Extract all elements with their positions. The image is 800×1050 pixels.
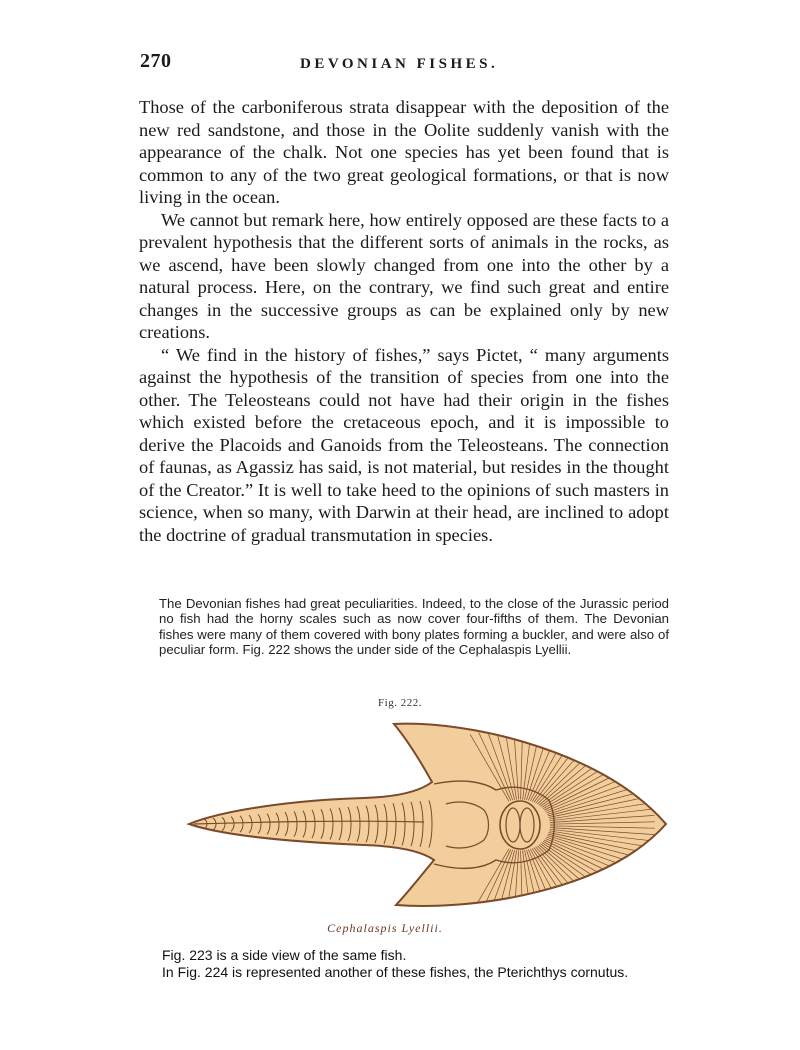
running-head: DEVONIAN FISHES. <box>300 56 499 72</box>
main-text <box>139 96 669 546</box>
bottom-text <box>162 947 682 980</box>
paragraph-3: “ We find in the history of fishes,” says Pictet, “ many arguments against the hypothesis of the transition of species from one into the other. The Teleosteans could not have had their origin in the fishes which existed before the cretaceous epoch, and it is impossible to derive the Placoids and Ganoids from the Teleosteans. The connection of faunas, as Agassiz has said, is not material, but resides in the thought of the Creator.” It is well to take heed to the opinions of such masters in science, when so many, with Darwin at their head, are inclined to adopt the doctrine of gradual transmutation in species. <box>139 344 669 545</box>
small-print-text: The Devonian fishes had great peculiarities. Indeed, to the close of the Jurassic period no fish had the horny scales such as now cover four-fifths of them. The Devonian fishes were many of them covered with bony plates forming a buckler, and were also of peculiar form. Fig. 222 shows the under side of the Cephalaspis Lyellii. <box>159 596 669 658</box>
figure-label: Fig. 222. <box>378 697 422 709</box>
cephalaspis-illustration <box>184 712 674 917</box>
small-print-paragraph <box>159 596 669 658</box>
paragraph-1: Those of the carboniferous strata disappear with the deposition of the new red sandstone, and those in the Oolite suddenly vanish with the appearance of the chalk. Not one species has yet been found that is common to any of the two great geological formations, or that is now living in the ocean. <box>139 97 669 207</box>
fish-body-outline <box>189 724 666 906</box>
bottom-line-1: Fig. 223 is a side view of the same fish. <box>162 947 407 963</box>
figure-caption: Cephalaspis Lyellii. <box>327 921 443 935</box>
paragraph-2: We cannot but remark here, how entirely opposed are these facts to a prevalent hypothesis that the different sorts of animals in the rocks, as we ascend, have been slowly changed from one into the other by a natural process. Here, on the contrary, we find such great and entire changes in the successive groups as can be explained only by new creations. <box>139 209 669 342</box>
fish-engraving <box>184 712 674 917</box>
bottom-line-2: In Fig. 224 is represented another of these fishes, the Pterichthys cornutus. <box>162 963 629 980</box>
page-number: 270 <box>140 50 172 72</box>
